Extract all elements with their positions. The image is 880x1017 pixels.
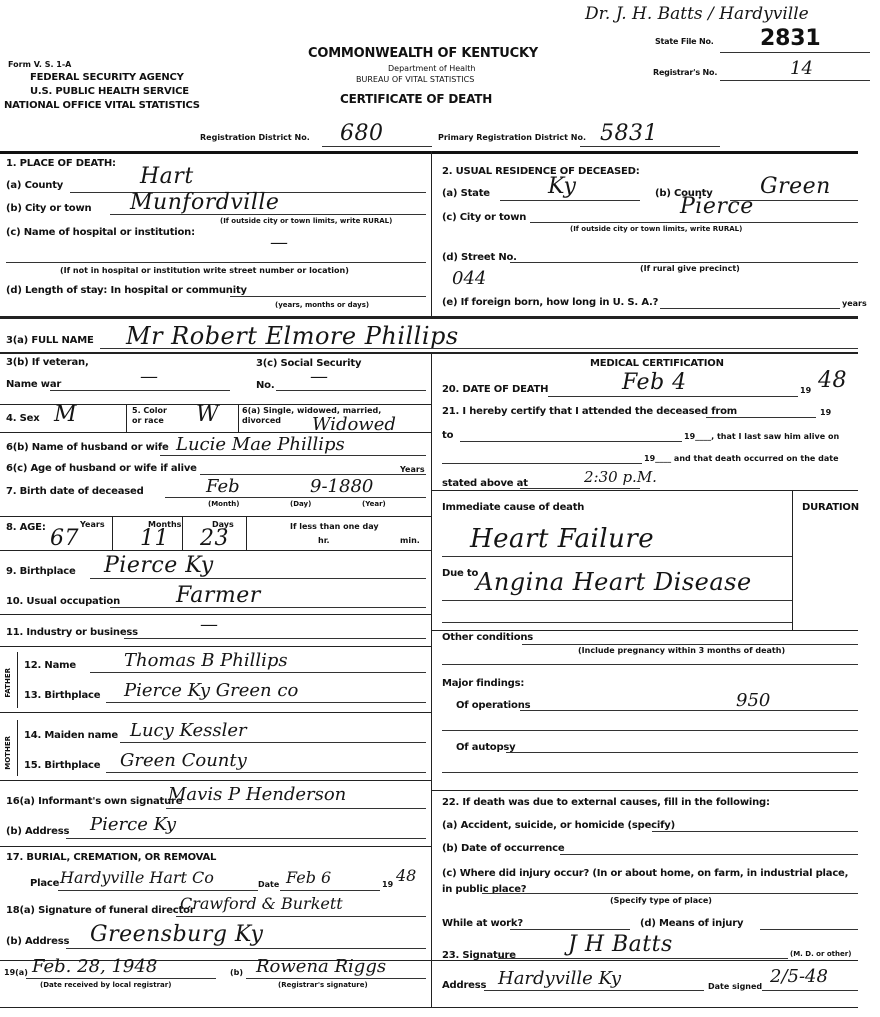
- registrar-number-label: Registrar's No.: [653, 68, 718, 77]
- registrar-caption: (Registrar's signature): [278, 981, 368, 989]
- residence-label: 2. USUAL RESIDENCE OF DECEASED:: [442, 166, 640, 177]
- to-label: to: [442, 430, 454, 441]
- date-of-death-label: 20. DATE OF DEATH: [442, 384, 549, 395]
- date-signed-value: 2/5-48: [770, 966, 828, 987]
- ss-dash: —: [310, 366, 328, 387]
- funeral-director-value: Crawford & Burkett: [180, 894, 343, 913]
- stated-above-label: stated above at: [442, 478, 528, 489]
- month-caption: (Month): [208, 500, 240, 508]
- registrar-signature: Rowena Riggs: [256, 956, 387, 977]
- hospital-label: (c) Name of hospital or institution:: [6, 227, 195, 238]
- mother-name-value: Lucy Kessler: [130, 720, 247, 741]
- agency-line-1: FEDERAL SECURITY AGENCY: [30, 72, 184, 83]
- operations-label: Of operations: [456, 700, 531, 711]
- where-injury-label: (c) Where did injury occur? (In or about home, on farm, in industrial place, in public place?: [442, 868, 849, 895]
- father-birthplace-label: 13. Birthplace: [24, 690, 101, 701]
- agency-line-2: U.S. PUBLIC HEALTH SERVICE: [30, 86, 189, 97]
- occupation-value: Farmer: [176, 583, 261, 608]
- certificate-title: CERTIFICATE OF DEATH: [340, 92, 493, 106]
- registrar-b-label: (b): [230, 968, 244, 977]
- pregnancy-note: (Include pregnancy within 3 months of death): [578, 646, 786, 655]
- birthplace-value: Pierce Ky: [104, 553, 214, 578]
- agency-line-3: NATIONAL OFFICE VITAL STATISTICS: [4, 100, 200, 111]
- marital-value: Widowed: [312, 414, 396, 435]
- state-title: COMMONWEALTH OF KENTUCKY: [308, 46, 539, 61]
- less-day-label: If less than one day: [290, 522, 379, 531]
- informant-value: Mavis P Henderson: [168, 784, 347, 805]
- dept-line-2: BUREAU OF VITAL STATISTICS: [356, 75, 475, 84]
- father-birthplace-value: Pierce Ky Green co: [124, 680, 299, 701]
- received-caption: (Date received by local registrar): [40, 981, 172, 989]
- father-name-label: 12. Name: [24, 660, 76, 671]
- spouse-age-label: 6(c) Age of husband or wife if alive: [6, 463, 197, 474]
- mother-name-label: 14. Maiden name: [24, 730, 118, 741]
- sex-label: 4. Sex: [6, 413, 40, 424]
- res-city-value: Pierce: [680, 194, 754, 219]
- time-of-death: 2:30 p.M.: [584, 468, 657, 486]
- last-saw-label: 19____, that I last saw him alive on: [684, 432, 840, 441]
- full-name-label: 3(a) FULL NAME: [6, 335, 94, 346]
- death-city-value: Munfordville: [130, 190, 280, 215]
- death-year-value: 48: [818, 368, 847, 393]
- ss-label: 3(c) Social Security: [256, 358, 362, 369]
- age-years-label: Years: [80, 520, 105, 529]
- burial-place-value: Hardyville Hart Co: [60, 868, 214, 887]
- sex-value: M: [54, 402, 78, 427]
- age-label: 8. AGE:: [6, 522, 46, 533]
- while-at-work-label: While at work?: [442, 918, 523, 929]
- rural-note: (If rural give precinct): [640, 264, 740, 273]
- top-handwritten-note: Dr. J. H. Batts / Hardyville: [585, 4, 809, 24]
- death-occurred-label: 19____ and that death occurred on the date: [644, 454, 839, 463]
- veteran-label: 3(b) If veteran,: [6, 357, 89, 368]
- death-city-note: (If outside city or town limits, write RURAL): [220, 217, 393, 225]
- war-dash: —: [140, 366, 158, 387]
- received-date: Feb. 28, 1948: [32, 956, 158, 977]
- place-of-death-label: 1. PLACE OF DEATH:: [6, 158, 116, 169]
- hr-label: hr.: [318, 536, 330, 545]
- physician-signature: J H Batts: [568, 932, 673, 957]
- certify-label: 21. I hereby certify that I attended the deceased from: [442, 406, 737, 417]
- due-to-label: Due to: [442, 568, 479, 579]
- spouse-years-label: Years: [400, 465, 425, 474]
- color-label: 5. Color or race: [132, 406, 167, 425]
- burial-date-value: Feb 6: [286, 868, 332, 887]
- funeral-address-value: Greensburg Ky: [90, 922, 264, 947]
- signature-label: 23. Signature: [442, 950, 516, 961]
- res-county-value: Green: [760, 174, 831, 199]
- mother-birthplace-value: Green County: [120, 750, 247, 771]
- age-days-label: Days: [212, 520, 234, 529]
- major-findings-label: Major findings:: [442, 678, 525, 689]
- medical-certification-title: MEDICAL CERTIFICATION: [590, 358, 724, 369]
- spouse-value: Lucie Mae Phillips: [176, 434, 345, 455]
- name-war-label: Name war: [6, 379, 62, 390]
- other-conditions-label: Other conditions: [442, 632, 534, 643]
- place-type-note: (Specify type of place): [610, 896, 712, 905]
- stay-note: (years, months or days): [275, 301, 370, 309]
- death-city-label: (b) City or town: [6, 203, 92, 214]
- death-county-value: Hart: [140, 164, 194, 189]
- burial-label: 17. BURIAL, CREMATION, OR REMOVAL: [6, 852, 217, 863]
- year-caption: (Year): [362, 500, 386, 508]
- received-prefix: 19(a): [4, 968, 28, 977]
- hospital-note: (If not in hospital or institution write street number or location): [60, 266, 349, 275]
- industry-dash: —: [200, 614, 218, 635]
- dept-line-1: Department of Health: [388, 64, 476, 73]
- means-of-injury-label: (d) Means of injury: [640, 918, 744, 929]
- date-of-death-value: Feb 4: [622, 370, 687, 395]
- immediate-cause-value: Heart Failure: [470, 524, 655, 554]
- birth-date-label: 7. Birth date of deceased: [6, 486, 144, 497]
- accident-label: (a) Accident, suicide, or homicide (specify): [442, 820, 675, 831]
- age-months-label: Months: [148, 520, 182, 529]
- foreign-born-label: (e) If foreign born, how long in U. S. A.?: [442, 297, 659, 308]
- res-city-note: (If outside city or town limits, write RURAL): [570, 225, 743, 233]
- burial-date-label: Date: [258, 880, 280, 889]
- occurrence-label: (b) Date of occurrence: [442, 843, 565, 854]
- foreign-years-label: years: [842, 299, 867, 308]
- min-label: min.: [400, 536, 420, 545]
- occupation-label: 10. Usual occupation: [6, 596, 120, 607]
- due-to-value: Angina Heart Disease: [476, 568, 752, 596]
- informant-address-value: Pierce Ky: [90, 814, 177, 835]
- registrar-number: 14: [790, 58, 813, 79]
- external-causes-label: 22. If death was due to external causes, fill in the following:: [442, 797, 770, 808]
- res-state-label: (a) State: [442, 188, 490, 199]
- cause-code: 950: [736, 690, 771, 711]
- mother-side-label: MOTHER: [4, 736, 12, 770]
- burial-year-prefix: 19: [382, 880, 394, 889]
- funeral-address-label: (b) Address: [6, 936, 70, 947]
- father-side-label: FATHER: [4, 668, 12, 698]
- informant-label: 16(a) Informant's own signature: [6, 796, 183, 807]
- birthplace-label: 9. Birthplace: [6, 566, 76, 577]
- informant-address-label: (b) Address: [6, 826, 70, 837]
- date-signed-label: Date signed: [708, 982, 763, 991]
- reg-district-number: 680: [340, 121, 384, 146]
- state-file-number: 2831: [760, 26, 821, 51]
- duration-label: DURATION: [802, 502, 859, 513]
- color-value: W: [196, 402, 220, 427]
- father-name-value: Thomas B Phillips: [124, 650, 288, 671]
- res-street-value: 044: [452, 268, 487, 289]
- hospital-dash: —: [270, 232, 288, 253]
- certify-19: 19: [820, 408, 832, 417]
- primary-district-number: 5831: [600, 121, 658, 146]
- physician-address: Hardyville Ky: [498, 968, 622, 989]
- burial-place-label: Place: [30, 878, 60, 889]
- immediate-cause-label: Immediate cause of death: [442, 502, 585, 513]
- res-city-label: (c) City or town: [442, 212, 527, 223]
- age-months-value: 11: [140, 526, 169, 551]
- form-number: Form V. S. 1-A: [8, 60, 72, 69]
- autopsy-label: Of autopsy: [456, 742, 516, 753]
- death-county-label: (a) County: [6, 180, 64, 191]
- reg-district-label: Registration District No.: [200, 133, 310, 142]
- industry-label: 11. Industry or business: [6, 627, 138, 638]
- spouse-label: 6(b) Name of husband or wife: [6, 442, 169, 453]
- res-street-label: (d) Street No.: [442, 252, 517, 263]
- birth-day-year: 9-1880: [310, 476, 374, 497]
- res-county-label: (b) County: [655, 188, 713, 199]
- res-state-value: Ky: [548, 174, 577, 199]
- length-of-stay-label: (d) Length of stay: In hospital or community: [6, 285, 247, 296]
- birth-month: Feb: [206, 476, 240, 497]
- address-label: Address: [442, 980, 487, 991]
- age-days-value: 23: [200, 526, 229, 551]
- primary-district-label: Primary Registration District No.: [438, 133, 586, 142]
- funeral-director-label: 18(a) Signature of funeral director: [6, 905, 195, 916]
- day-caption: (Day): [290, 500, 312, 508]
- full-name-value: Mr Robert Elmore Phillips: [126, 322, 459, 350]
- death-year-prefix: 19: [800, 386, 812, 395]
- age-years-value: 67: [50, 526, 79, 551]
- marital-label: 6(a) Single, widowed, married, divorced: [242, 406, 382, 425]
- mother-birthplace-label: 15. Birthplace: [24, 760, 101, 771]
- ss-no-label: No.: [256, 380, 275, 391]
- md-note: (M. D. or other): [790, 950, 852, 958]
- state-file-label: State File No.: [655, 37, 714, 46]
- burial-year-value: 48: [396, 866, 417, 885]
